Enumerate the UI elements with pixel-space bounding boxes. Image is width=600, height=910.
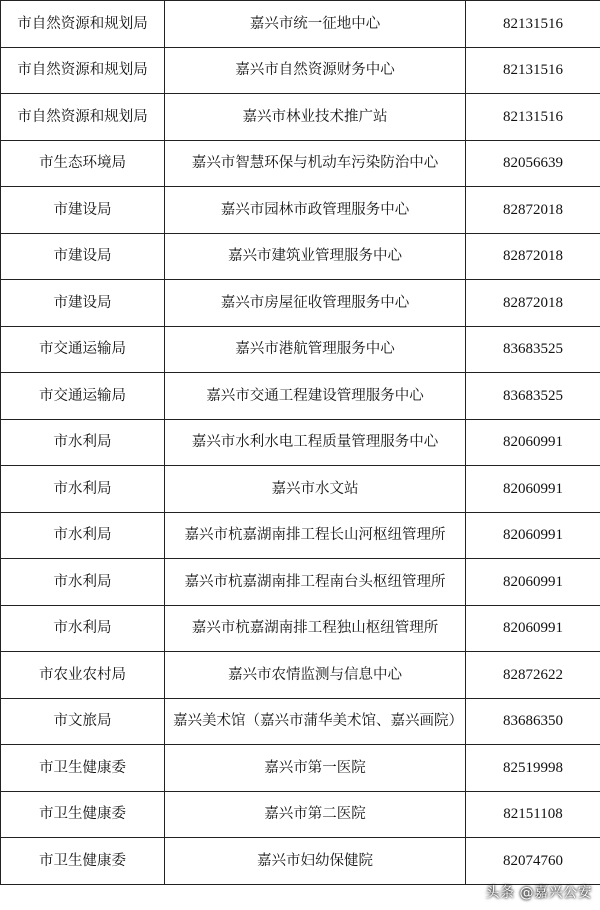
table-row [1,233,600,280]
phone-cell: 82872018 [466,280,600,327]
table-row [1,94,600,141]
unit-cell: 嘉兴市杭嘉湖南排工程南台头枢纽管理所 [165,559,466,606]
table-row [1,1,600,48]
table-row [1,373,600,420]
phone-cell: 82131516 [466,47,600,94]
phone-cell: 82872622 [466,652,600,699]
phone-cell: 82060991 [466,466,600,513]
department-cell: 市卫生健康委 [1,838,165,885]
unit-cell: 嘉兴市农情监测与信息中心 [165,652,466,699]
unit-cell: 嘉兴市智慧环保与机动车污染防治中心 [165,140,466,187]
department-cell: 市建设局 [1,233,165,280]
phone-cell: 83683525 [466,326,600,373]
department-cell: 市建设局 [1,280,165,327]
phone-cell: 82519998 [466,745,600,792]
unit-cell: 嘉兴市港航管理服务中心 [165,326,466,373]
department-cell: 市生态环境局 [1,140,165,187]
department-cell: 市水利局 [1,512,165,559]
department-cell: 市自然资源和规划局 [1,94,165,141]
phone-cell: 82056639 [466,140,600,187]
department-cell: 市农业农村局 [1,652,165,699]
department-cell: 市交通运输局 [1,373,165,420]
unit-cell: 嘉兴市妇幼保健院 [165,838,466,885]
phone-cell: 82060991 [466,419,600,466]
unit-cell: 嘉兴市园林市政管理服务中心 [165,187,466,234]
department-cell: 市水利局 [1,559,165,606]
department-cell: 市水利局 [1,605,165,652]
table-row [1,47,600,94]
table-row [1,140,600,187]
unit-cell: 嘉兴市房屋征收管理服务中心 [165,280,466,327]
unit-cell: 嘉兴市林业技术推广站 [165,94,466,141]
phone-cell: 82060991 [466,605,600,652]
table-row [1,698,600,745]
department-cell: 市卫生健康委 [1,791,165,838]
unit-cell: 嘉兴市水文站 [165,466,466,513]
phone-cell: 82060991 [466,559,600,606]
watermark: 头条 @嘉兴公安 [485,885,592,901]
phone-cell: 83686350 [466,698,600,745]
unit-cell: 嘉兴美术馆（嘉兴市蒲华美术馆、嘉兴画院） [165,698,466,745]
unit-cell: 嘉兴市水利水电工程质量管理服务中心 [165,419,466,466]
unit-cell: 嘉兴市第一医院 [165,745,466,792]
phone-cell: 82872018 [466,233,600,280]
phone-cell: 82131516 [466,94,600,141]
table-row [1,791,600,838]
unit-cell: 嘉兴市交通工程建设管理服务中心 [165,373,466,420]
table-row [1,605,600,652]
department-cell: 市交通运输局 [1,326,165,373]
phone-cell: 83683525 [466,373,600,420]
phone-cell: 82872018 [466,187,600,234]
phone-cell: 82151108 [466,791,600,838]
table-row [1,280,600,327]
phone-cell: 82060991 [466,512,600,559]
unit-cell: 嘉兴市建筑业管理服务中心 [165,233,466,280]
department-cell: 市自然资源和规划局 [1,47,165,94]
department-cell: 市自然资源和规划局 [1,1,165,48]
directory-table-body [1,1,600,885]
phone-cell: 82074760 [466,838,600,885]
table-row [1,652,600,699]
table-row [1,187,600,234]
table-row [1,745,600,792]
unit-cell: 嘉兴市杭嘉湖南排工程独山枢纽管理所 [165,605,466,652]
department-cell: 市文旅局 [1,698,165,745]
phone-cell: 82131516 [466,1,600,48]
department-cell: 市水利局 [1,466,165,513]
table-row [1,512,600,559]
unit-cell: 嘉兴市统一征地中心 [165,1,466,48]
table-row [1,838,600,885]
table-row [1,419,600,466]
table-row [1,326,600,373]
unit-cell: 嘉兴市杭嘉湖南排工程长山河枢纽管理所 [165,512,466,559]
unit-cell: 嘉兴市自然资源财务中心 [165,47,466,94]
department-cell: 市建设局 [1,187,165,234]
unit-cell: 嘉兴市第二医院 [165,791,466,838]
table-row [1,559,600,606]
department-cell: 市水利局 [1,419,165,466]
table-row [1,466,600,513]
department-cell: 市卫生健康委 [1,745,165,792]
